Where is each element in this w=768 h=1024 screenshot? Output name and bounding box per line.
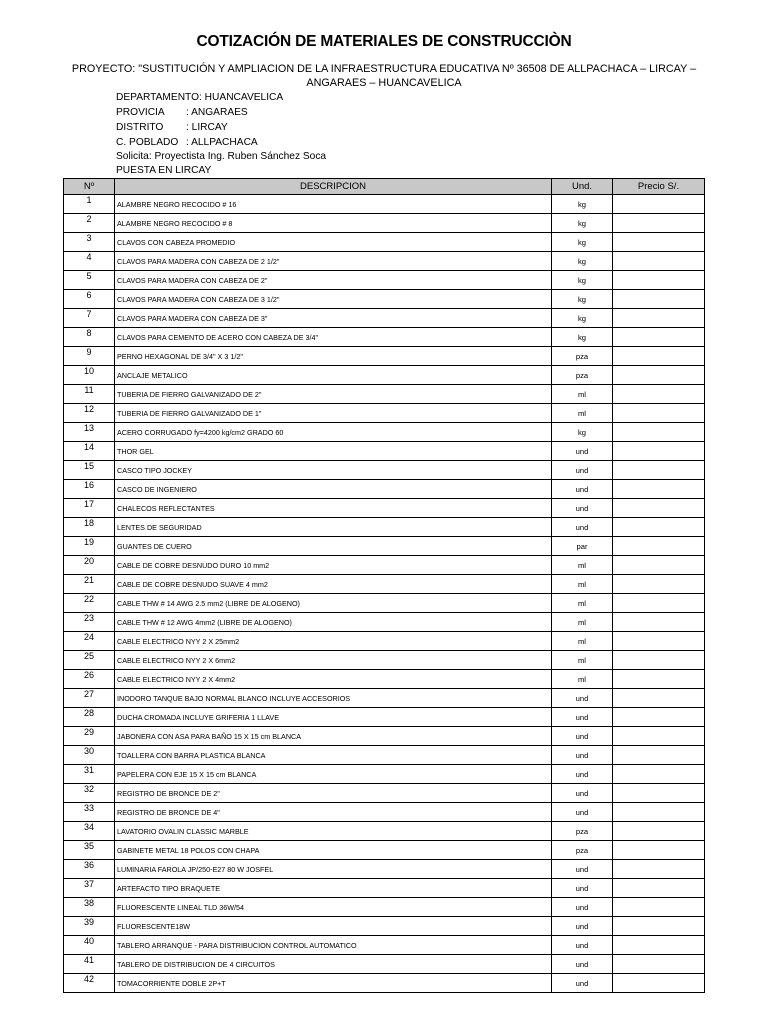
row-number: 6 — [64, 290, 115, 309]
header-precio: Precio S/. — [613, 179, 705, 195]
row-unit: ml — [552, 613, 613, 632]
row-price — [613, 651, 705, 670]
table-row — [64, 955, 705, 974]
row-price — [613, 594, 705, 613]
table-row — [64, 518, 705, 537]
row-unit: ml — [552, 404, 613, 423]
row-price — [613, 784, 705, 803]
row-description: TABLERO ARRANQUE - PARA DISTRIBUCION CONTROL AUTOMATICO — [115, 936, 552, 955]
row-unit: und — [552, 480, 613, 499]
table-row — [64, 974, 705, 993]
project-line-2: ANGARAES – HUANCAVELICA — [306, 77, 462, 89]
row-description: CLAVOS PARA MADERA CON CABEZA DE 3 1/2" — [115, 290, 552, 309]
row-unit: ml — [552, 556, 613, 575]
table-body — [64, 195, 705, 993]
row-unit: und — [552, 727, 613, 746]
row-unit: und — [552, 974, 613, 993]
provincia-label: PROVICIA — [116, 107, 165, 118]
row-number: 7 — [64, 309, 115, 328]
row-price — [613, 727, 705, 746]
row-price — [613, 613, 705, 632]
row-price — [613, 860, 705, 879]
row-description: LENTES DE SEGURIDAD — [115, 518, 552, 537]
info-poblado — [116, 135, 258, 150]
row-number: 16 — [64, 480, 115, 499]
row-price — [613, 556, 705, 575]
row-price — [613, 879, 705, 898]
row-number: 17 — [64, 499, 115, 518]
row-number: 29 — [64, 727, 115, 746]
row-number: 26 — [64, 670, 115, 689]
header-desc: DESCRIPCION — [115, 179, 552, 195]
table-row — [64, 898, 705, 917]
row-description: REGISTRO DE BRONCE DE 2" — [115, 784, 552, 803]
table-row — [64, 328, 705, 347]
row-number: 5 — [64, 271, 115, 290]
table-row — [64, 309, 705, 328]
row-description: CLAVOS PARA MADERA CON CABEZA DE 2 1/2" — [115, 252, 552, 271]
row-price — [613, 898, 705, 917]
table-row — [64, 613, 705, 632]
distrito-value: : LIRCAY — [186, 122, 228, 133]
row-price — [613, 670, 705, 689]
row-number: 38 — [64, 898, 115, 917]
row-description: ACERO CORRUGADO fy=4200 kg/cm2 GRADO 60 — [115, 423, 552, 442]
row-number: 37 — [64, 879, 115, 898]
table-row — [64, 936, 705, 955]
table-row — [64, 461, 705, 480]
row-price — [613, 708, 705, 727]
row-unit: kg — [552, 309, 613, 328]
row-number: 27 — [64, 689, 115, 708]
row-price — [613, 765, 705, 784]
row-description: CASCO DE INGENIERO — [115, 480, 552, 499]
row-number: 34 — [64, 822, 115, 841]
row-unit: kg — [552, 271, 613, 290]
row-unit: kg — [552, 214, 613, 233]
info-provincia — [116, 105, 248, 120]
table-row — [64, 347, 705, 366]
poblado-label: C. POBLADO — [116, 137, 179, 148]
row-number: 2 — [64, 214, 115, 233]
row-description: TUBERIA DE FIERRO GALVANIZADO DE 2" — [115, 385, 552, 404]
row-number: 36 — [64, 860, 115, 879]
row-unit: und — [552, 442, 613, 461]
row-unit: pza — [552, 347, 613, 366]
row-description: CLAVOS PARA MADERA CON CABEZA DE 2" — [115, 271, 552, 290]
row-description: TOALLERA CON BARRA PLASTICA BLANCA — [115, 746, 552, 765]
table-row — [64, 879, 705, 898]
row-unit: par — [552, 537, 613, 556]
row-price — [613, 309, 705, 328]
row-number: 39 — [64, 917, 115, 936]
row-price — [613, 385, 705, 404]
row-unit: und — [552, 708, 613, 727]
info-distrito — [116, 120, 228, 135]
row-description: CABLE ELECTRICO NYY 2 X 4mm2 — [115, 670, 552, 689]
materials-table — [63, 178, 705, 993]
row-unit: ml — [552, 385, 613, 404]
table-row — [64, 214, 705, 233]
row-unit: kg — [552, 290, 613, 309]
row-description: CLAVOS CON CABEZA PROMEDIO — [115, 233, 552, 252]
row-number: 9 — [64, 347, 115, 366]
row-unit: ml — [552, 651, 613, 670]
row-number: 31 — [64, 765, 115, 784]
row-price — [613, 689, 705, 708]
row-number: 4 — [64, 252, 115, 271]
table-row — [64, 290, 705, 309]
row-number: 3 — [64, 233, 115, 252]
row-price — [613, 803, 705, 822]
table-row — [64, 803, 705, 822]
row-number: 13 — [64, 423, 115, 442]
table-row — [64, 499, 705, 518]
row-unit: kg — [552, 252, 613, 271]
row-description: PERNO HEXAGONAL DE 3/4" X 3 1/2" — [115, 347, 552, 366]
row-description: CABLE ELECTRICO NYY 2 X 6mm2 — [115, 651, 552, 670]
row-unit: kg — [552, 423, 613, 442]
row-description: JABONERA CON ASA PARA BAÑO 15 X 15 cm BLANCA — [115, 727, 552, 746]
table-row — [64, 765, 705, 784]
row-number: 41 — [64, 955, 115, 974]
row-price — [613, 974, 705, 993]
row-price — [613, 461, 705, 480]
row-price — [613, 271, 705, 290]
row-unit: kg — [552, 195, 613, 214]
row-price — [613, 328, 705, 347]
row-description: CABLE THW # 12 AWG 4mm2 (LIBRE DE ALOGENO) — [115, 613, 552, 632]
project-description — [70, 62, 698, 90]
table-row — [64, 841, 705, 860]
row-price — [613, 480, 705, 499]
row-price — [613, 499, 705, 518]
row-price — [613, 537, 705, 556]
row-number: 28 — [64, 708, 115, 727]
row-unit: und — [552, 784, 613, 803]
row-description: TABLERO DE DISTRIBUCION DE 4 CIRCUITOS — [115, 955, 552, 974]
header-num: Nº — [64, 179, 115, 195]
row-description: GABINETE METAL 18 POLOS CON CHAPA — [115, 841, 552, 860]
table-row — [64, 233, 705, 252]
document-title: COTIZACIÓN DE MATERIALES DE CONSTRUCCIÒN — [196, 33, 572, 50]
row-description: DUCHA CROMADA INCLUYE GRIFERIA 1 LLAVE — [115, 708, 552, 727]
row-unit: und — [552, 461, 613, 480]
row-description: CASCO TIPO JOCKEY — [115, 461, 552, 480]
row-price — [613, 955, 705, 974]
row-number: 14 — [64, 442, 115, 461]
table-row — [64, 670, 705, 689]
row-unit: pza — [552, 366, 613, 385]
row-price — [613, 917, 705, 936]
row-price — [613, 252, 705, 271]
table-row — [64, 556, 705, 575]
row-number: 10 — [64, 366, 115, 385]
row-number: 15 — [64, 461, 115, 480]
row-description: TUBERIA DE FIERRO GALVANIZADO DE 1" — [115, 404, 552, 423]
table-row — [64, 195, 705, 214]
row-unit: und — [552, 860, 613, 879]
header-und: Und. — [552, 179, 613, 195]
row-price — [613, 841, 705, 860]
row-price — [613, 195, 705, 214]
row-unit: ml — [552, 670, 613, 689]
row-description: REGISTRO DE BRONCE DE 4" — [115, 803, 552, 822]
row-number: 23 — [64, 613, 115, 632]
provincia-value: : ANGARAES — [186, 107, 248, 118]
row-description: GUANTES DE CUERO — [115, 537, 552, 556]
row-description: PAPELERA CON EJE 15 X 15 cm BLANCA — [115, 765, 552, 784]
row-number: 40 — [64, 936, 115, 955]
row-description: LUMINARIA FAROLA JP/250-E27 80 W JOSFEL — [115, 860, 552, 879]
table-row — [64, 860, 705, 879]
row-price — [613, 936, 705, 955]
row-number: 8 — [64, 328, 115, 347]
table-row — [64, 784, 705, 803]
row-price — [613, 746, 705, 765]
row-unit: und — [552, 518, 613, 537]
project-line-1: PROYECTO: "SUSTITUCIÓN Y AMPLIACION DE LA INFRAESTRUCTURA EDUCATIVA Nº 36508 DE ALLPACHACA – LIRCAY – — [71, 63, 697, 75]
row-unit: ml — [552, 594, 613, 613]
row-price — [613, 366, 705, 385]
row-number: 22 — [64, 594, 115, 613]
row-price — [613, 347, 705, 366]
row-number: 33 — [64, 803, 115, 822]
row-unit: pza — [552, 822, 613, 841]
row-price — [613, 575, 705, 594]
row-description: TOMACORRIENTE DOBLE 2P+T — [115, 974, 552, 993]
row-unit: kg — [552, 328, 613, 347]
table-row — [64, 708, 705, 727]
row-unit: und — [552, 746, 613, 765]
row-unit: und — [552, 936, 613, 955]
row-unit: ml — [552, 632, 613, 651]
row-description: CABLE ELECTRICO NYY 2 X 25mm2 — [115, 632, 552, 651]
table-row — [64, 480, 705, 499]
row-number: 20 — [64, 556, 115, 575]
row-price — [613, 214, 705, 233]
table-row — [64, 917, 705, 936]
row-unit: und — [552, 955, 613, 974]
row-unit: und — [552, 898, 613, 917]
row-number: 42 — [64, 974, 115, 993]
row-unit: und — [552, 917, 613, 936]
row-unit: und — [552, 803, 613, 822]
info-solicita: Solicita: Proyectista Ing. Ruben Sánchez Soca — [116, 151, 327, 162]
row-description: ALAMBRE NEGRO RECOCIDO # 8 — [115, 214, 552, 233]
row-price — [613, 233, 705, 252]
row-price — [613, 442, 705, 461]
row-description: CABLE DE COBRE DESNUDO DURO 10 mm2 — [115, 556, 552, 575]
table-row — [64, 423, 705, 442]
table-row — [64, 404, 705, 423]
poblado-value: : ALLPACHACA — [186, 137, 258, 148]
row-unit: ml — [552, 575, 613, 594]
row-number: 1 — [64, 195, 115, 214]
row-unit: und — [552, 765, 613, 784]
row-description: FLUORESCENTE18W — [115, 917, 552, 936]
row-number: 12 — [64, 404, 115, 423]
row-description: THOR GEL — [115, 442, 552, 461]
row-unit: und — [552, 879, 613, 898]
row-number: 35 — [64, 841, 115, 860]
row-price — [613, 423, 705, 442]
table-row — [64, 385, 705, 404]
table-row — [64, 689, 705, 708]
row-description: ARTEFACTO TIPO BRAQUETE — [115, 879, 552, 898]
row-description: ANCLAJE METALICO — [115, 366, 552, 385]
info-puesta: PUESTA EN LIRCAY — [116, 165, 212, 176]
row-unit: pza — [552, 841, 613, 860]
distrito-label: DISTRITO — [116, 122, 164, 133]
table-row — [64, 252, 705, 271]
row-description: INODORO TANQUE BAJO NORMAL BLANCO INCLUYE ACCESORIOS — [115, 689, 552, 708]
table-row — [64, 366, 705, 385]
row-description: FLUORESCENTE LINEAL TLD 36W/54 — [115, 898, 552, 917]
row-price — [613, 632, 705, 651]
row-number: 18 — [64, 518, 115, 537]
row-unit: und — [552, 689, 613, 708]
row-price — [613, 822, 705, 841]
table-row — [64, 575, 705, 594]
info-departamento: DEPARTAMENTO: HUANCAVELICA — [116, 92, 284, 103]
row-number: 25 — [64, 651, 115, 670]
row-description: CABLE THW # 14 AWG 2.5 mm2 (LIBRE DE ALOGENO) — [115, 594, 552, 613]
row-description: CLAVOS PARA MADERA CON CABEZA DE 3" — [115, 309, 552, 328]
table-row — [64, 822, 705, 841]
row-unit: kg — [552, 233, 613, 252]
row-price — [613, 404, 705, 423]
row-description: CLAVOS PARA CEMENTO DE ACERO CON CABEZA DE 3/4" — [115, 328, 552, 347]
row-price — [613, 290, 705, 309]
row-number: 21 — [64, 575, 115, 594]
row-number: 24 — [64, 632, 115, 651]
row-number: 19 — [64, 537, 115, 556]
row-description: ALAMBRE NEGRO RECOCIDO # 16 — [115, 195, 552, 214]
table-row — [64, 442, 705, 461]
table-row — [64, 594, 705, 613]
row-number: 32 — [64, 784, 115, 803]
table-row — [64, 271, 705, 290]
table-row — [64, 727, 705, 746]
table-row — [64, 537, 705, 556]
row-unit: und — [552, 499, 613, 518]
row-number: 30 — [64, 746, 115, 765]
table-header-row — [64, 179, 705, 195]
row-description: LAVATORIO OVALIN CLASSIC MARBLE — [115, 822, 552, 841]
row-description: CABLE DE COBRE DESNUDO SUAVE 4 mm2 — [115, 575, 552, 594]
table-row — [64, 651, 705, 670]
row-number: 11 — [64, 385, 115, 404]
row-price — [613, 518, 705, 537]
table-row — [64, 632, 705, 651]
row-description: CHALECOS REFLECTANTES — [115, 499, 552, 518]
table-row — [64, 746, 705, 765]
